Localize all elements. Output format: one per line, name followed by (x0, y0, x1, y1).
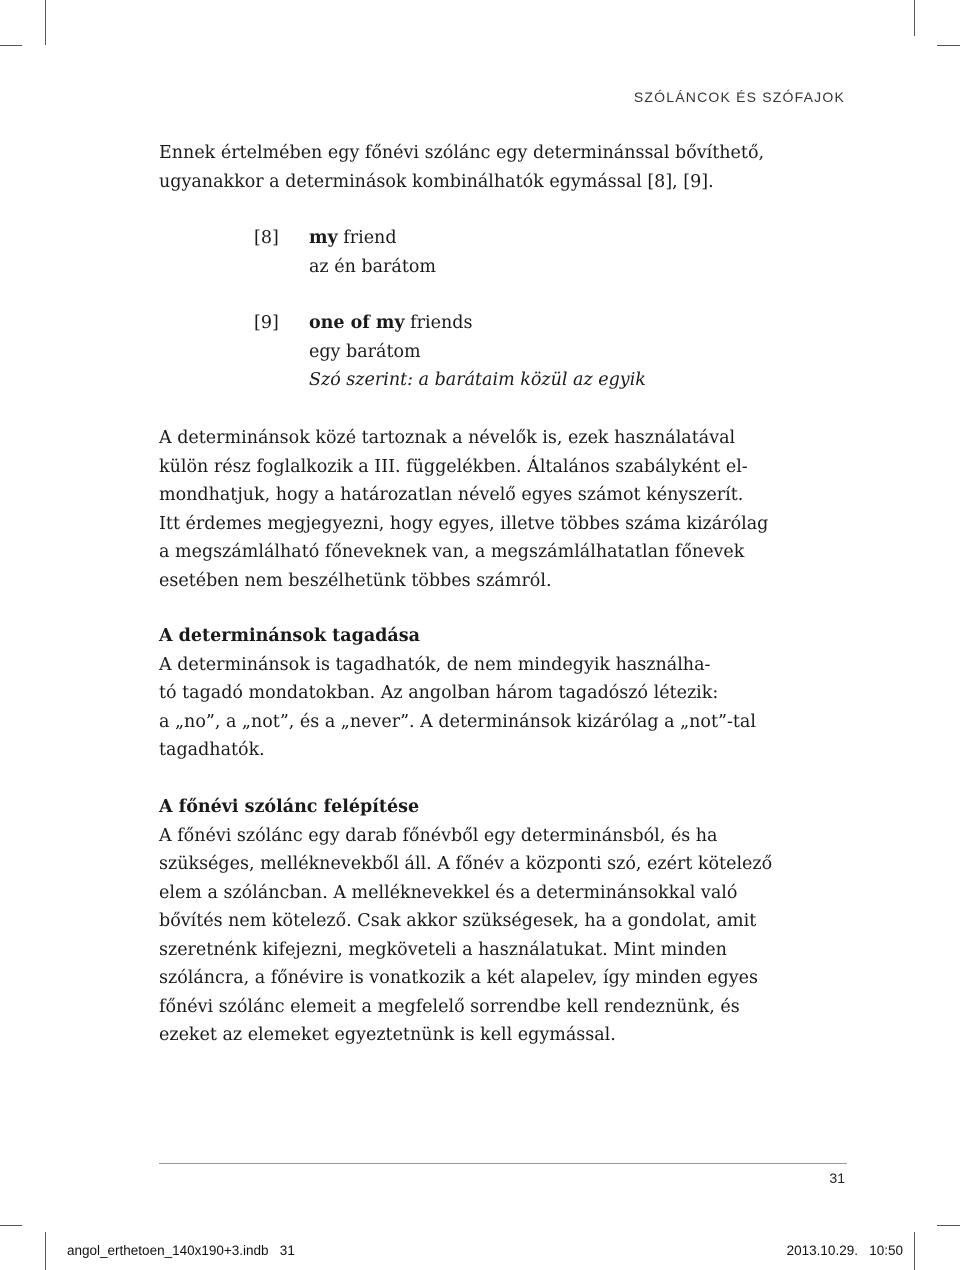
crop-mark-bottom-left-v (45, 1232, 46, 1270)
example-translation: egy barátom (309, 341, 421, 362)
example-bold-word: one of my (309, 313, 405, 333)
paragraph-line: szükséges, melléknevekből áll. A főnév a központi szó, ezért kötelező (159, 854, 773, 874)
crop-mark-top-right-h (937, 45, 960, 46)
intro-line: ugyanakkor a determinások kombinálhatók egymással [8], [9]. (159, 171, 714, 192)
footer-rule (159, 1163, 847, 1164)
crop-mark-top-right-v (914, 0, 915, 36)
example-number: [9] (254, 313, 279, 333)
intro-paragraph (159, 139, 784, 196)
paragraph-line: A determinánsok is tagadhatók, de nem mindegyik használha- (159, 654, 711, 675)
paragraph-line: ezeket az elemeket egyeztetnünk is kell egymással. (159, 1025, 616, 1045)
example-text: friends (404, 313, 473, 333)
crop-mark-bottom-right-v (914, 1232, 915, 1270)
paragraph-line: esetében nem beszélhetünk többes számról. (159, 570, 552, 591)
paragraph-line: Itt érdemes megjegyezni, hogy egyes, illetve többes száma kizárólag (159, 513, 769, 534)
paragraph-line: mondhatjuk, hogy a határozatlan névelő egyes számot kényszerít. (159, 485, 744, 505)
paragraph-line: tó tagadó mondatokban. Az angolban három tagadószó létezik: (159, 683, 719, 703)
crop-mark-bottom-right-h (937, 1225, 960, 1226)
paragraph-line: külön rész foglalkozik a III. függelékben. Általános szabályként el- (159, 456, 748, 477)
paragraph-line: főnévi szólánc elemeit a megfelelő sorrendbe kell rendeznünk, és (159, 996, 740, 1017)
paragraph-line: tagadhatók. (159, 740, 265, 760)
crop-mark-top-left-h (0, 45, 22, 46)
paragraph-line: elem a szóláncban. A melléknevekkel és a determinánsokkal való (159, 882, 738, 903)
section-heading: A determinánsok tagadása (159, 626, 420, 646)
example-number: [8] (254, 228, 279, 248)
section-negation (159, 622, 784, 765)
paragraph-line: A determinánsok közé tartoznak a névelők is, ezek használatával (159, 428, 736, 448)
paragraph-determiners (159, 424, 784, 595)
crop-mark-bottom-left-h (0, 1225, 22, 1226)
print-slug-file: angol_erthetoen_140x190+3.indb 31 (67, 1243, 295, 1258)
example-translation: az én barátom (309, 256, 437, 277)
print-slug-date: 2013.10.29. 10:50 (786, 1243, 903, 1258)
page-number: 31 (829, 1170, 845, 1186)
example-literal: Szó szerint: a barátaim közül az egyik (309, 370, 646, 390)
paragraph-line: szóláncra, a főnévire is vonatkozik a két alapelev, így minden egyes (159, 968, 758, 988)
crop-mark-top-left-v (45, 0, 46, 45)
paragraph-line: szeretnénk kifejezni, megköveteli a használatukat. Mint minden (159, 939, 727, 960)
example-bold-word: my (309, 228, 338, 248)
running-header: SZÓLÁNCOK ÉS SZÓFAJOK (633, 89, 845, 105)
paragraph-line: A főnévi szólánc egy darab főnévből egy determinánsból, és ha (159, 825, 718, 846)
paragraph-line: bővítés nem kötelező. Csak akkor szükségesek, ha a gondolat, amit (159, 911, 757, 931)
section-noun-phrase-structure (159, 793, 784, 1050)
paragraph-line: a megszámlálható főneveknek van, a megszámlálhatatlan főnevek (159, 542, 745, 562)
example-text: friend (337, 228, 397, 248)
intro-line: Ennek értelmében egy főnévi szólánc egy determinánssal bővíthető, (159, 143, 765, 163)
section-heading: A főnévi szólánc felépítése (159, 797, 420, 817)
paragraph-line: a „no”, a „not”, és a „never”. A determinánsok kizárólag a „not”-tal (159, 711, 756, 732)
